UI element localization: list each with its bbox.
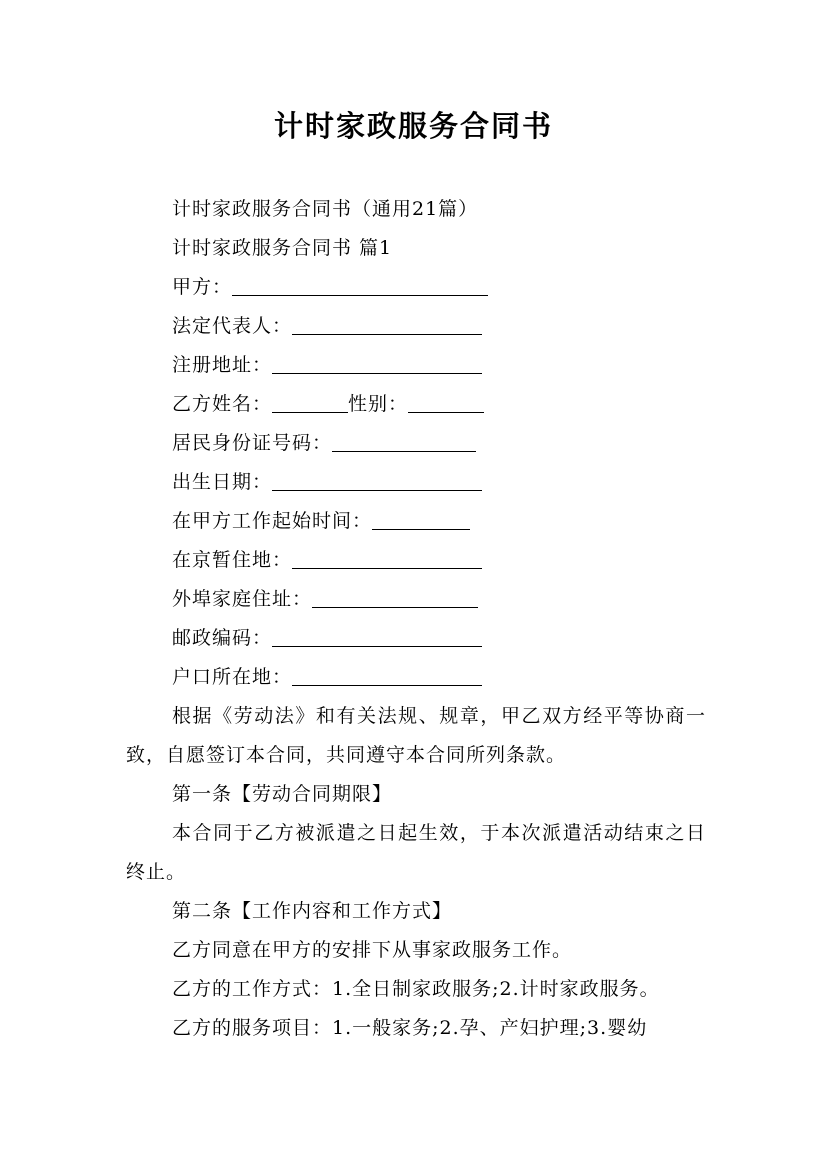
fill-blank xyxy=(408,392,484,413)
field-label: 户口所在地： xyxy=(172,666,293,688)
paragraph: 根据《劳动法》和有关法规、规章，甲乙双方经平等协商一致，自愿签订本合同，共同遵守本合同所列条款。 xyxy=(126,705,706,766)
paragraph: 乙方的工作方式：1.全日制家政服务;2.计时家政服务。 xyxy=(172,978,660,1000)
field-label: 居民身份证号码： xyxy=(172,432,333,454)
field-label: 出生日期： xyxy=(172,471,273,493)
field-birth-date xyxy=(126,463,706,502)
fill-blank xyxy=(312,587,478,608)
field-party-a xyxy=(126,268,706,307)
fill-blank xyxy=(292,665,482,686)
field-label: 法定代表人： xyxy=(172,315,293,337)
field-home-address xyxy=(126,580,706,619)
field-label-gender: 性别： xyxy=(348,393,409,415)
subtitle-line: 计时家政服务合同书（通用21篇） xyxy=(172,198,479,220)
document-title: 计时家政服务合同书 xyxy=(273,109,553,143)
paragraph: 本合同于乙方被派遣之日起生效，于本次派遣活动结束之日终止。 xyxy=(126,822,706,883)
field-label: 在甲方工作起始时间： xyxy=(172,510,373,532)
field-start-time xyxy=(126,502,706,541)
field-temp-residence xyxy=(126,541,706,580)
field-household-registration xyxy=(126,658,706,697)
fill-blank xyxy=(232,275,488,296)
field-postal-code xyxy=(126,619,706,658)
article-heading: 第二条【工作内容和工作方式】 xyxy=(172,900,453,922)
fill-blank xyxy=(272,353,482,374)
field-label: 乙方姓名： xyxy=(172,393,273,415)
fill-blank xyxy=(372,509,470,530)
fill-blank xyxy=(292,548,482,569)
field-label: 注册地址： xyxy=(172,354,273,376)
paragraph: 乙方同意在甲方的安排下从事家政服务工作。 xyxy=(172,939,573,961)
paragraph: 乙方的服务项目：1.一般家务;2.孕、产妇护理;3.婴幼 xyxy=(172,1017,648,1039)
section-heading: 计时家政服务合同书 篇1 xyxy=(172,237,393,259)
field-registered-address xyxy=(126,346,706,385)
field-label: 外埠家庭住址： xyxy=(172,588,313,610)
fill-blank xyxy=(332,431,476,452)
field-label: 邮政编码： xyxy=(172,627,273,649)
fill-blank xyxy=(272,392,348,413)
field-legal-representative xyxy=(126,307,706,346)
field-id-number xyxy=(126,424,706,463)
field-party-b-name-gender xyxy=(126,385,706,424)
field-label: 在京暂住地： xyxy=(172,549,293,571)
fill-blank xyxy=(272,470,482,491)
fill-blank xyxy=(292,314,482,335)
document-body xyxy=(126,190,706,1048)
article-heading: 第一条【劳动合同期限】 xyxy=(172,783,393,805)
fill-blank xyxy=(272,626,482,647)
field-label: 甲方： xyxy=(172,276,233,298)
